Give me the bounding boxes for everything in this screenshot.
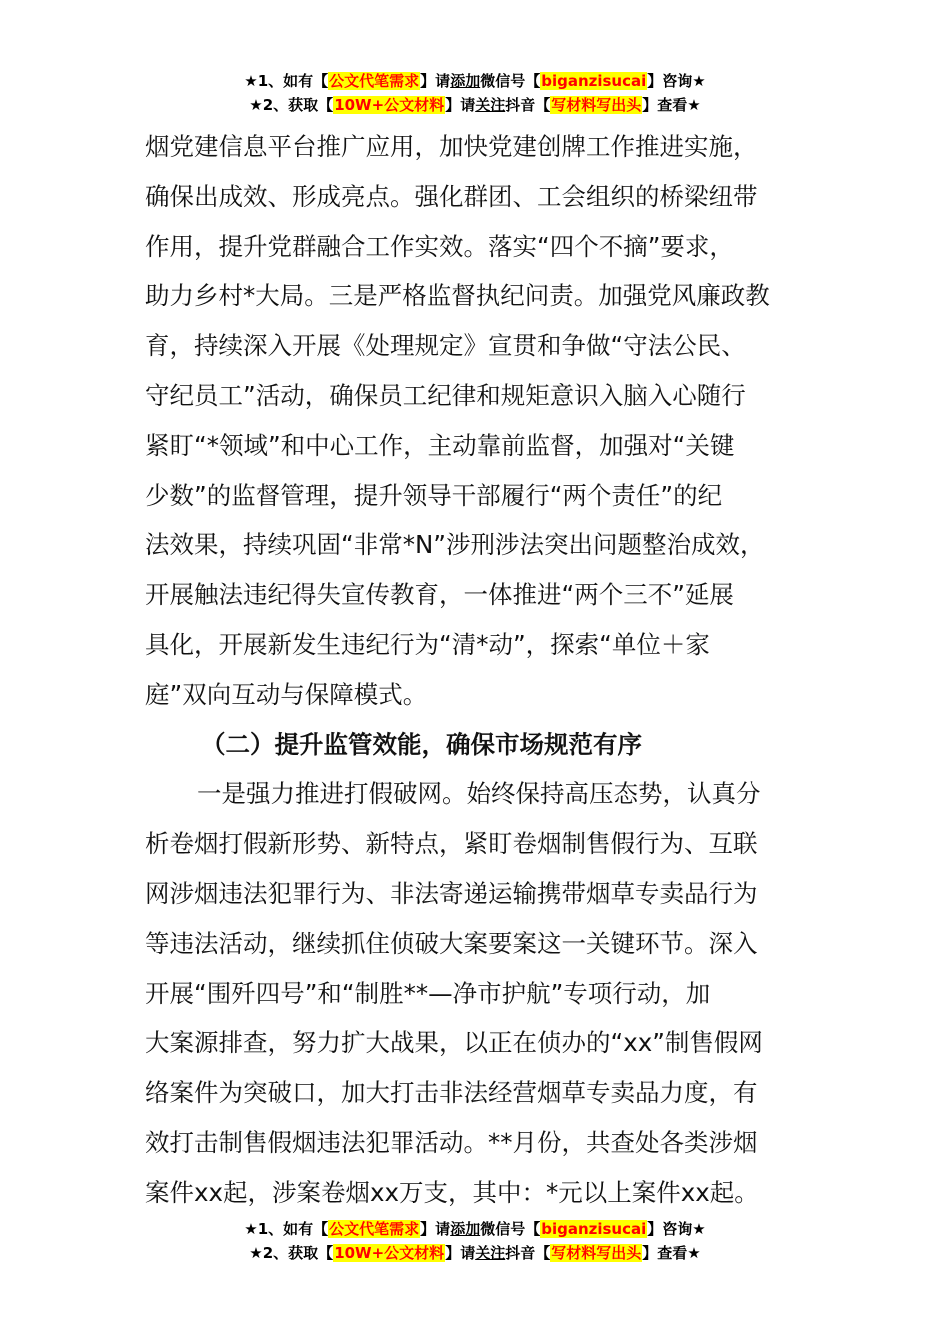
banner-line-1 (0, 1218, 950, 1242)
paragraph-line: 案件xx起，涉案卷烟xx万支，其中：*元以上案件xx起。 (145, 1177, 759, 1207)
banner-text: 微信号【 (480, 72, 541, 90)
paragraph-line: 效打击制售假烟违法犯罪活动。**月份，共查处各类涉烟 (145, 1127, 758, 1157)
banner-text: 微信号【 (480, 1220, 541, 1238)
wechat-id-highlight: biganzisucai (541, 72, 647, 90)
paragraph-line: 具化，开展新发生违纪行为“清*动”，探索“单位＋家 (145, 629, 710, 659)
paragraph-line: 法效果，持续巩固“非常*N”涉刑涉法突出问题整治成效， (145, 530, 765, 560)
banner-text: 】请 (420, 72, 451, 90)
underlined-text: 关注 (475, 1244, 506, 1262)
underlined-text: 添加 (450, 72, 481, 90)
paragraph-line: 助力乡村*大局。三是严格监督执纪问责。加强党风廉政教 (145, 281, 770, 311)
paragraph-line: 开展触法违纪得失宣传教育，一体推进“两个三不”延展 (145, 580, 734, 610)
paragraph-line: 育，持续深入开展《处理规定》宣贯和争做“守法公民、 (145, 331, 746, 361)
highlight-text: 公文代笔需求 (329, 1220, 420, 1238)
paragraph-line: 络案件为突破口，加大打击非法经营烟草专卖品力度，有 (145, 1078, 758, 1108)
paragraph-line: 烟党建信息平台推广应用，加快党建创牌工作推进实施， (145, 132, 758, 161)
banner-line-2 (0, 1242, 950, 1266)
paragraph-line: 等违法活动，继续抓住侦破大案要案这一关键环节。深入 (145, 928, 758, 958)
banner-text: 】请 (445, 96, 476, 114)
banner-text: 】查看★ (642, 96, 701, 114)
highlight-text: 10W+公文材料 (334, 96, 445, 114)
banner-text: 抖音【 (505, 96, 551, 114)
banner-text: ★2、获取【 (249, 96, 334, 114)
paragraph-line: 一是强力推进打假破网。始终保持高压态势，认真分 (197, 779, 761, 809)
header-banner (0, 70, 950, 118)
paragraph-line: 紧盯“*领域”和中心工作，主动靠前监督，加强对“关键 (145, 430, 735, 460)
banner-text: 】查看★ (642, 1244, 701, 1262)
paragraph-line: 守纪员工”活动，确保员工纪律和规矩意识入脑入心随行 (145, 380, 746, 410)
paragraph-line: 确保出成效、形成亮点。强化群团、工会组织的桥梁纽带 (145, 181, 758, 211)
banner-text: ★2、获取【 (249, 1244, 334, 1262)
paragraph-line: 析卷烟打假新形势、新特点，紧盯卷烟制售假行为、互联 (145, 829, 758, 859)
banner-text: 】咨询★ (647, 1220, 706, 1238)
section-heading: （二）提升监管效能，确保市场规范有序 (201, 729, 642, 759)
paragraph-line: 网涉烟违法犯罪行为、非法寄递运输携带烟草专卖品行为 (145, 878, 758, 908)
wechat-id-highlight: biganzisucai (541, 1220, 647, 1238)
paragraph-line: 大案源排查，努力扩大战果，以正在侦办的“xx”制售假网 (145, 1028, 763, 1058)
banner-text: 】请 (445, 1244, 476, 1262)
highlight-text: 10W+公文材料 (334, 1244, 445, 1262)
document-body (145, 122, 825, 1218)
banner-line-1 (0, 70, 950, 94)
paragraph-line: 作用，提升党群融合工作实效。落实“四个不摘”要求， (145, 231, 734, 261)
banner-line-2 (0, 94, 950, 118)
underlined-text: 关注 (475, 96, 506, 114)
douyin-id-highlight: 写材料写出头 (551, 96, 642, 114)
paragraph-line: 少数”的监督管理，提升领导干部履行“两个责任”的纪 (145, 480, 723, 510)
banner-text: 】咨询★ (647, 72, 706, 90)
banner-text: ★1、如有【 (244, 1220, 329, 1238)
banner-text: ★1、如有【 (244, 72, 329, 90)
footer-banner (0, 1218, 950, 1266)
paragraph-line: 开展“围歼四号”和“制胜**—净市护航”专项行动，加 (145, 978, 711, 1008)
paragraph-line: 庭”双向互动与保障模式。 (145, 679, 428, 709)
underlined-text: 添加 (450, 1220, 481, 1238)
douyin-id-highlight: 写材料写出头 (551, 1244, 642, 1262)
banner-text: 】请 (420, 1220, 451, 1238)
banner-text: 抖音【 (505, 1244, 551, 1262)
highlight-text: 公文代笔需求 (329, 72, 420, 90)
